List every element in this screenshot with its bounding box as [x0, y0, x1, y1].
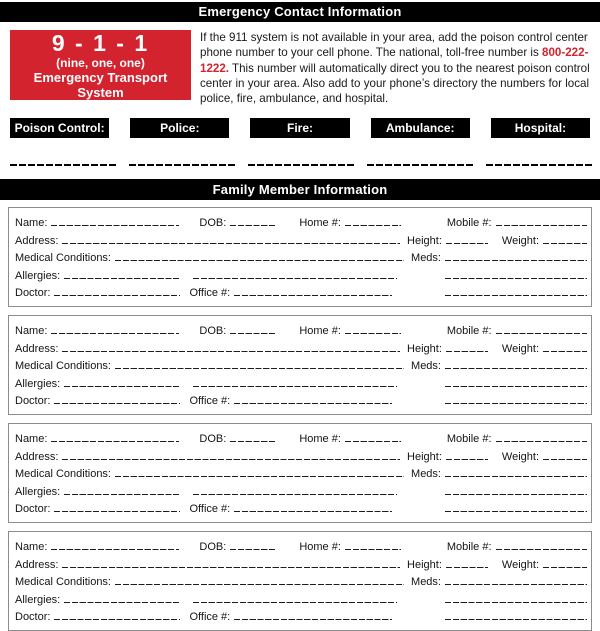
member-row-identity — [15, 215, 587, 230]
field-label-address: Address: — [15, 234, 59, 247]
field-blank-name — [51, 215, 179, 226]
field-label-weight: Weight: — [501, 342, 539, 355]
field-label-doctor: Doctor: — [15, 503, 51, 516]
field-blank-meds-continued — [445, 268, 587, 279]
field-label-mobile-phone: Mobile #: — [446, 217, 492, 230]
field-label-office-phone: Office #: — [189, 503, 231, 516]
field-label-doctor: Doctor: — [15, 395, 51, 408]
poison-control-phone-number: 800-222-1222. — [200, 46, 589, 75]
field-label-medical-conditions: Medical Conditions: — [15, 360, 111, 373]
field-blank-height — [446, 233, 488, 244]
field-blank-mobile-phone — [496, 215, 587, 226]
contact-blank-line — [248, 164, 354, 166]
member-row-address — [15, 449, 587, 464]
field-label-allergies: Allergies: — [15, 269, 61, 282]
field-blank-office-phone — [234, 501, 392, 512]
field-blank-doctor — [54, 285, 180, 296]
field-label-mobile-phone: Mobile #: — [446, 325, 492, 338]
contact-label-ambulance: Ambulance: — [371, 118, 470, 138]
field-blank-height — [446, 449, 488, 460]
field-label-dob: DOB: — [199, 217, 227, 230]
field-blank-meds-continued-2 — [445, 393, 587, 404]
field-blank-doctor — [54, 609, 180, 620]
contact-blank-line — [367, 164, 473, 166]
contact-labels-row — [10, 118, 590, 138]
field-blank-allergies — [64, 592, 179, 603]
field-label-home-phone: Home #: — [299, 325, 341, 338]
member-box — [8, 207, 592, 307]
member-row-allergies — [15, 268, 587, 283]
field-label-home-phone: Home #: — [299, 217, 341, 230]
field-blank-mobile-phone — [496, 431, 587, 442]
field-blank-meds — [445, 250, 587, 261]
member-row-identity — [15, 539, 587, 554]
member-row-allergies — [15, 376, 587, 391]
field-label-allergies: Allergies: — [15, 377, 61, 390]
field-blank-office-phone — [234, 609, 392, 620]
field-blank-address — [62, 233, 400, 244]
contact-blank-line — [129, 164, 235, 166]
field-label-weight: Weight: — [501, 558, 539, 571]
family-members — [8, 207, 592, 631]
contact-blank-line — [10, 164, 116, 166]
member-row-doctor — [15, 393, 587, 408]
field-label-dob: DOB: — [199, 541, 227, 554]
field-label-height: Height: — [407, 234, 442, 247]
field-blank-name — [51, 431, 179, 442]
field-blank-home-phone — [345, 323, 401, 334]
field-label-weight: Weight: — [501, 450, 539, 463]
field-blank-address — [62, 341, 400, 352]
field-blank-home-phone — [345, 215, 401, 226]
contact-label-fire: Fire: — [250, 118, 349, 138]
field-blank-allergies — [64, 268, 179, 279]
badge-911-phonetic: (nine, one, one) — [56, 55, 145, 70]
field-label-weight: Weight: — [501, 234, 539, 247]
field-blank-weight — [543, 449, 587, 460]
contact-label-police: Police: — [130, 118, 229, 138]
family-section-title: Family Member Information — [0, 179, 600, 200]
field-blank-allergies-continued — [193, 376, 397, 387]
member-row-allergies — [15, 484, 587, 499]
field-label-name: Name: — [15, 217, 48, 230]
field-blank-allergies-continued — [193, 268, 397, 279]
member-row-medical — [15, 358, 587, 373]
contact-label-hospital: Hospital: — [491, 118, 590, 138]
field-label-meds: Meds: — [411, 468, 441, 481]
field-blank-weight — [543, 341, 587, 352]
field-label-name: Name: — [15, 433, 48, 446]
member-row-medical — [15, 466, 587, 481]
member-row-identity — [15, 323, 587, 338]
field-label-medical-conditions: Medical Conditions: — [15, 468, 111, 481]
field-blank-address — [62, 557, 400, 568]
field-blank-medical-conditions — [115, 250, 404, 261]
field-blank-medical-conditions — [115, 358, 404, 369]
intro-text-before: If the 911 system is not available in your area, add the poison control center phone number to your cell phone. The national, toll-free number is — [200, 31, 588, 60]
intro-paragraph — [200, 30, 590, 106]
field-blank-home-phone — [345, 431, 401, 442]
field-blank-meds — [445, 466, 587, 477]
field-label-medical-conditions: Medical Conditions: — [15, 576, 111, 589]
field-blank-height — [446, 557, 488, 568]
field-label-address: Address: — [15, 342, 59, 355]
field-blank-medical-conditions — [115, 466, 404, 477]
badge-911-number: 9 - 1 - 1 — [51, 29, 150, 56]
field-label-home-phone: Home #: — [299, 433, 341, 446]
field-blank-height — [446, 341, 488, 352]
contact-blank-line — [486, 164, 592, 166]
field-blank-allergies — [64, 376, 179, 387]
field-label-home-phone: Home #: — [299, 541, 341, 554]
member-box — [8, 315, 592, 415]
emergency-intro-section — [10, 30, 590, 106]
field-blank-allergies-continued — [193, 484, 397, 495]
field-label-meds: Meds: — [411, 576, 441, 589]
field-blank-doctor — [54, 501, 180, 512]
contact-label-poison-control: Poison Control: — [10, 118, 109, 138]
member-row-doctor — [15, 609, 587, 624]
field-blank-mobile-phone — [496, 539, 587, 550]
field-blank-address — [62, 449, 400, 460]
badge-911-caption: Emergency Transport System — [33, 69, 168, 100]
field-blank-mobile-phone — [496, 323, 587, 334]
field-blank-allergies-continued — [193, 592, 397, 603]
field-label-meds: Meds: — [411, 252, 441, 265]
field-blank-home-phone — [345, 539, 401, 550]
field-label-office-phone: Office #: — [189, 287, 231, 300]
member-row-allergies — [15, 592, 587, 607]
member-row-doctor — [15, 501, 587, 516]
field-blank-meds-continued-2 — [445, 285, 587, 296]
member-row-doctor — [15, 285, 587, 300]
field-label-dob: DOB: — [199, 433, 227, 446]
member-row-medical — [15, 250, 587, 265]
field-blank-meds — [445, 358, 587, 369]
field-label-allergies: Allergies: — [15, 593, 61, 606]
field-label-doctor: Doctor: — [15, 611, 51, 624]
field-blank-medical-conditions — [115, 574, 404, 585]
field-blank-meds-continued-2 — [445, 609, 587, 620]
member-box — [8, 531, 592, 631]
field-blank-name — [51, 539, 179, 550]
field-blank-meds-continued-2 — [445, 501, 587, 512]
field-blank-meds-continued — [445, 484, 587, 495]
field-label-office-phone: Office #: — [189, 611, 231, 624]
field-label-mobile-phone: Mobile #: — [446, 541, 492, 554]
field-blank-office-phone — [234, 393, 392, 404]
page-title: Emergency Contact Information — [0, 2, 600, 22]
field-blank-name — [51, 323, 179, 334]
field-label-doctor: Doctor: — [15, 287, 51, 300]
field-label-height: Height: — [407, 450, 442, 463]
field-label-name: Name: — [15, 541, 48, 554]
field-label-name: Name: — [15, 325, 48, 338]
member-row-address — [15, 341, 587, 356]
field-blank-weight — [543, 557, 587, 568]
field-label-address: Address: — [15, 558, 59, 571]
member-row-medical — [15, 574, 587, 589]
field-label-mobile-phone: Mobile #: — [446, 433, 492, 446]
field-blank-office-phone — [234, 285, 392, 296]
field-label-allergies: Allergies: — [15, 485, 61, 498]
contact-blank-lines-row — [10, 164, 592, 166]
field-blank-dob — [230, 323, 275, 334]
member-row-identity — [15, 431, 587, 446]
field-label-height: Height: — [407, 342, 442, 355]
field-label-address: Address: — [15, 450, 59, 463]
field-label-medical-conditions: Medical Conditions: — [15, 252, 111, 265]
member-row-address — [15, 233, 587, 248]
field-blank-meds — [445, 574, 587, 585]
field-blank-allergies — [64, 484, 179, 495]
field-label-office-phone: Office #: — [189, 395, 231, 408]
field-blank-doctor — [54, 393, 180, 404]
field-blank-dob — [230, 539, 275, 550]
field-blank-weight — [543, 233, 587, 244]
field-blank-dob — [230, 431, 275, 442]
field-label-meds: Meds: — [411, 360, 441, 373]
field-label-height: Height: — [407, 558, 442, 571]
member-box — [8, 423, 592, 523]
field-label-dob: DOB: — [199, 325, 227, 338]
field-blank-dob — [230, 215, 275, 226]
field-blank-meds-continued — [445, 592, 587, 603]
badge-911 — [10, 30, 191, 100]
member-row-address — [15, 557, 587, 572]
intro-text-after: This number will automatically direct you to the nearest poison control center in your area. Also add to your phone’s directory the numbers for local police, fire, ambulance, and hospital. — [200, 61, 590, 106]
field-blank-meds-continued — [445, 376, 587, 387]
